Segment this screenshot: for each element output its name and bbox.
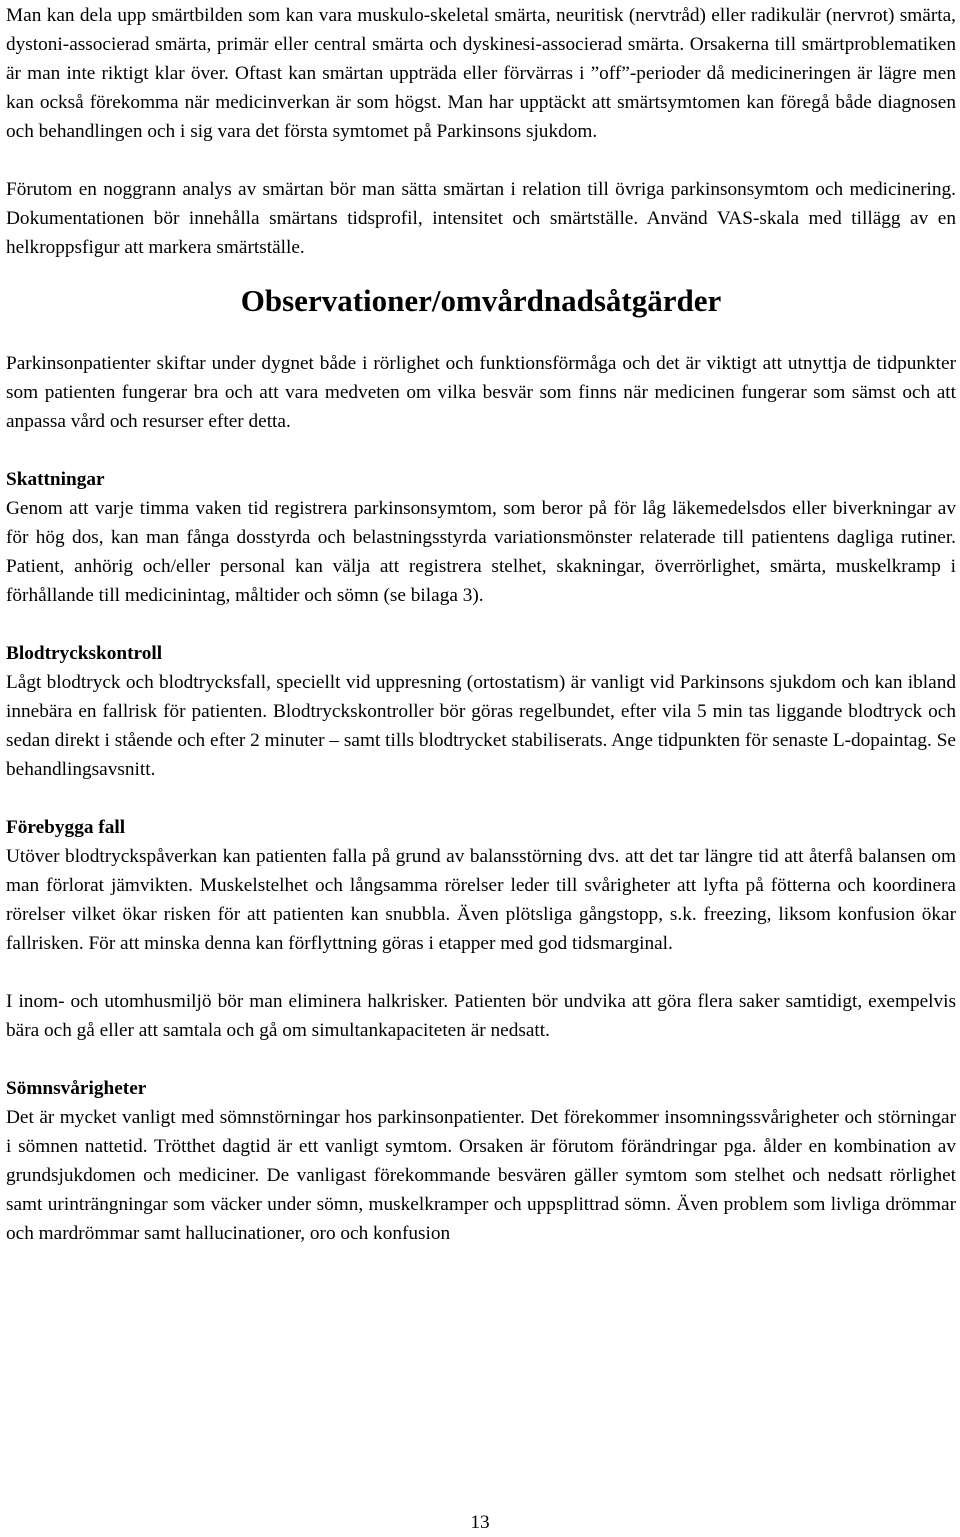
spacer (6, 1045, 956, 1074)
fall-heading: Förebygga fall (6, 817, 126, 838)
document-page (6, 0, 956, 1248)
spacer (6, 958, 956, 987)
section-intro-paragraph: Parkinsonpatienter skiftar under dygnet både i rörlighet och funktionsförmåga och det är viktigt att utnyttja de tidpunkter som patienten fungerar bra och att vara medveten om vilka besvär som finns när medicinen fungerar som sämst och att anpassa vård och resurser efter detta. (6, 353, 956, 432)
skattningar-section (6, 465, 956, 610)
intro-paragraph-2: Förutom en noggrann analys av smärtan bör man sätta smärtan i relation till övriga parkinsonsymtom och medicinering. Dokumentationen bör innehålla smärtans tidsprofil, intensitet och smärtställe. Använd VAS-skala med tillägg av en helkroppsfigur att markera smärtställe. (6, 179, 956, 258)
blodtryck-section (6, 639, 956, 784)
fall-paragraph-2: I inom- och utomhusmiljö bör man eliminera halkrisker. Patienten bör undvika att göra flera saker samtidigt, exempelvis bära och gå eller att samtala och gå om simultankapaciteten är nedsatt. (6, 991, 956, 1041)
fall-section (6, 813, 956, 1045)
intro-section (6, 0, 956, 262)
skattningar-paragraph: Genom att varje timma vaken tid registrera parkinsonsymtom, som beror på för låg läkemedelsdos eller biverkningar av för hög dos, kan man fånga dosstyrda och belastningsstyrda variationsmönster relaterade till patientens dagliga rutiner. Patient, anhörig och/eller personal kan välja att registrera stelhet, skakningar, överrörlighet, smärta, muskelkramp i förhållande till medicinintag, måltider och sömn (se bilaga 3). (6, 498, 956, 606)
spacer (6, 436, 956, 465)
spacer (6, 146, 956, 175)
somn-section (6, 1074, 956, 1248)
blodtryck-paragraph: Lågt blodtryck och blodtrycksfall, speciellt vid uppresning (ortostatism) är vanligt vid Parkinsons sjukdom och kan ibland innebära en fallrisk för patienten. Blodtryckskontroller bör göras regelbundet, efter vila 5 min tas liggande blodtryck och sedan direkt i stående och efter 2 minuter – samt tills blodtrycket stabiliserats. Ange tidpunkten för senaste L-dopaintag. Se behandlingsavsnitt. (6, 672, 956, 780)
fall-paragraph-1: Utöver blodtryckspåverkan kan patienten falla på grund av balansstörning dvs. att det tar längre tid att återfå balansen om man förlorat jämvikten. Muskelstelhet och långsamma rörelser leder till svårigheter att lyfta på fötterna och koordinera rörelser vilket ökar risken för att patienten kan snubbla. Även plötsliga gångstopp, s.k. freezing, liksom konfusion ökar fallrisken. För att minska denna kan förflyttning göras i etapper med god tidsmarginal. (6, 846, 956, 954)
somn-heading: Sömnsvårigheter (6, 1078, 147, 1099)
section-title: Observationer/omvårdnadsåtgärder (240, 283, 722, 318)
page-number: 13 (470, 1512, 490, 1533)
intro-paragraph-1: Man kan dela upp smärtbilden som kan vara muskulo-skeletal smärta, neuritisk (nervtråd) eller radikulär (nervrot) smärta, dystoni-associerad smärta, primär eller central smärta och dyskinesi-associerad smärta. Orsakerna till smärtproblematiken är man inte riktigt klar över. Oftast kan smärtan uppträda eller förvärras i ”off”-perioder då medicineringen är lägre men kan också förekomma när medicinverkan är som högst. Man har upptäckt att smärtsymtomen kan föregå både diagnosen och behandlingen och i sig vara det första symtomet på Parkinsons sjukdom. (6, 5, 956, 142)
spacer (6, 610, 956, 639)
somn-paragraph: Det är mycket vanligt med sömnstörningar hos parkinsonpatienter. Det förekommer insomningssvårigheter och störningar i sömnen nattetid. Trötthet dagtid är ett vanligt symtom. Orsaken är förutom förändringar pga. ålder en kombination av grundsjukdomen och mediciner. De vanligast förekommande besvären gäller symtom som stelhet och nedsatt rörlighet samt urinträngningar som väcker under sömn, muskelkramper och uppsplittrad sömn. Även problem som livliga drömmar och mardrömmar samt hallucinationer, oro och konfusion (6, 1107, 956, 1244)
skattningar-heading: Skattningar (6, 469, 105, 490)
blodtryck-heading: Blodtryckskontroll (6, 643, 163, 664)
spacer (6, 784, 956, 813)
